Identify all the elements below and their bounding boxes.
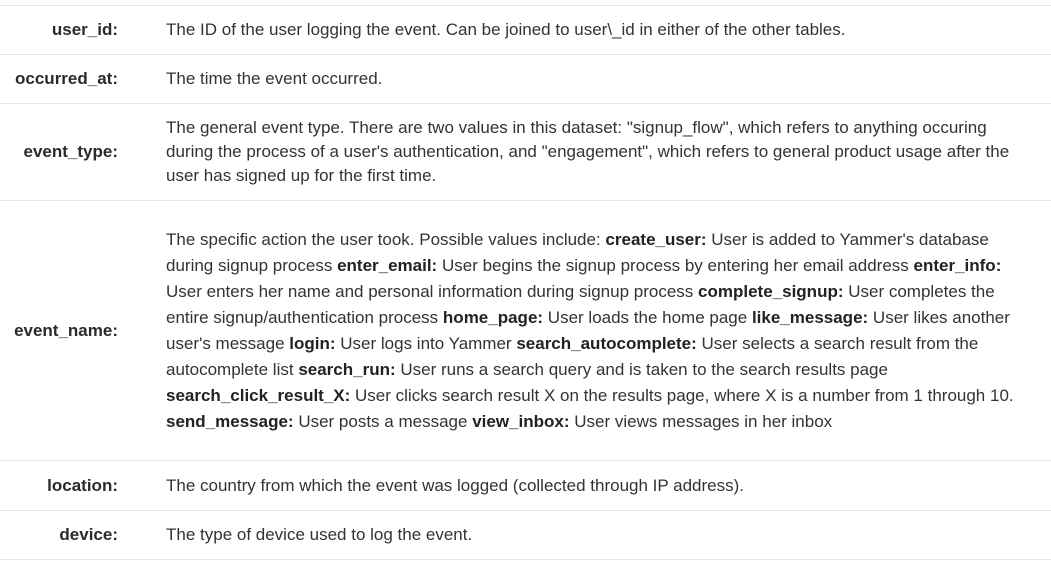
value-term: send_message: xyxy=(166,411,294,431)
value-term: create_user: xyxy=(605,229,707,249)
field-name: event_name: xyxy=(14,320,118,340)
value-term: search_autocomplete: xyxy=(516,333,697,353)
value-description: User clicks search result X on the results page, where X is a number from 1 through 10. xyxy=(355,385,1014,405)
table-row xyxy=(0,511,1051,560)
table-row xyxy=(0,201,1051,461)
value-term: like_message: xyxy=(751,307,869,327)
value-description: User begins the signup process by entering her email address xyxy=(441,255,909,275)
value-term: view_inbox: xyxy=(472,411,570,431)
value-description: User is added to Yammer's database during signup process xyxy=(166,229,989,275)
field-description: The ID of the user logging the event. Can be joined to user\_id in either of the other tables. xyxy=(166,20,846,39)
value-description: User selects a search result from the autocomplete list xyxy=(166,333,979,379)
table-row xyxy=(0,461,1051,511)
value-description: User runs a search query and is taken to the search results page xyxy=(400,359,888,379)
field-description: The type of device used to log the event. xyxy=(166,525,473,544)
field-name: event_type: xyxy=(23,142,118,161)
value-description: User enters her name and personal information during signup process xyxy=(166,281,694,301)
table-row xyxy=(0,6,1051,55)
value-description: User completes the entire signup/authentication process xyxy=(166,281,995,327)
field-description xyxy=(118,227,1051,435)
value-term: complete_signup: xyxy=(698,281,844,301)
value-description: User views messages in her inbox xyxy=(574,411,833,431)
value-term: home_page: xyxy=(442,307,544,327)
field-definitions-table xyxy=(0,5,1051,560)
value-description: User logs into Yammer xyxy=(340,333,512,353)
event-name-intro: The specific action the user took. Possible values include: xyxy=(166,229,601,249)
value-description: User posts a message xyxy=(298,411,468,431)
field-name: device: xyxy=(59,525,118,544)
value-term: enter_email: xyxy=(337,255,438,275)
field-name: occurred_at: xyxy=(15,69,118,88)
table-row xyxy=(0,104,1051,201)
field-name: location: xyxy=(47,475,118,495)
value-description: User loads the home page xyxy=(547,307,748,327)
field-description: The time the event occurred. xyxy=(166,69,383,88)
value-description: User likes another user's message xyxy=(166,307,1010,353)
value-term: enter_info: xyxy=(913,255,1002,275)
field-name: user_id: xyxy=(51,20,118,39)
field-description: The country from which the event was logged (collected through IP address). xyxy=(166,475,744,495)
value-term: search_click_result_X: xyxy=(166,385,351,405)
table-row xyxy=(0,55,1051,104)
field-description: The general event type. There are two values in this dataset: "signup_flow", which refers to anything occuring during the process of a user's authentication, and "engagement", which refers to general product usage after the user has signed up for the first time. xyxy=(166,118,1010,185)
value-term: search_run: xyxy=(298,359,396,379)
value-term: login: xyxy=(289,333,336,353)
